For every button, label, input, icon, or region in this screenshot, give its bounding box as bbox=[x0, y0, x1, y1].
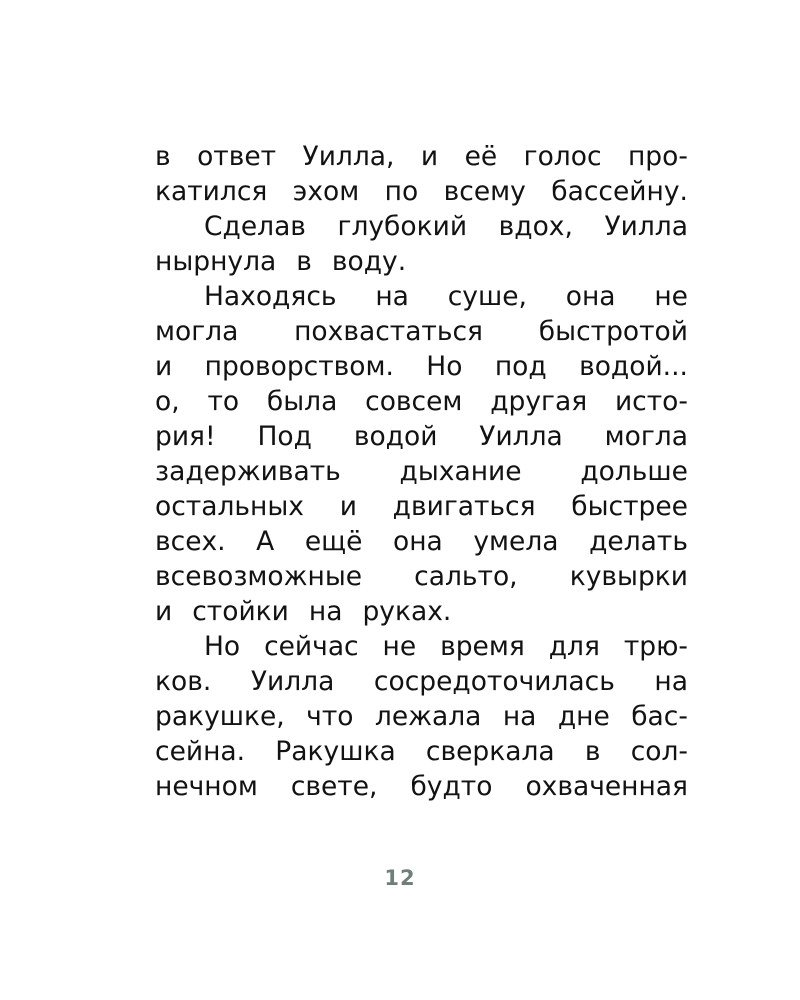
word: глубокий bbox=[337, 211, 468, 242]
word: всех. bbox=[155, 526, 226, 557]
word: о, bbox=[155, 386, 180, 417]
word: Уилла bbox=[604, 211, 688, 242]
page-number: 12 bbox=[384, 866, 416, 890]
word: Ракушка bbox=[275, 736, 396, 767]
word: сейна. bbox=[155, 736, 246, 767]
text-line bbox=[155, 699, 688, 734]
word: не bbox=[382, 631, 417, 662]
text-line bbox=[155, 174, 688, 209]
word: Уилла bbox=[479, 421, 563, 452]
text-line bbox=[155, 524, 688, 559]
word: сверкала bbox=[425, 736, 555, 767]
text-line bbox=[155, 559, 688, 594]
word: эхом bbox=[292, 176, 360, 207]
word: другая bbox=[490, 386, 588, 417]
word: стойки bbox=[192, 596, 289, 627]
word: похвастаться bbox=[294, 316, 483, 347]
word: была bbox=[266, 386, 338, 417]
word: она bbox=[393, 526, 443, 557]
word: водой... bbox=[579, 351, 688, 382]
text-line bbox=[155, 384, 688, 419]
word: ракушке, bbox=[155, 701, 285, 732]
word: делать bbox=[589, 526, 688, 557]
word: вдох, bbox=[498, 211, 573, 242]
word: быстрее bbox=[571, 491, 688, 522]
word: трю- bbox=[623, 631, 688, 662]
word: голос bbox=[523, 141, 602, 172]
word: кувырки bbox=[569, 561, 688, 592]
word: и bbox=[420, 141, 439, 172]
word: охваченная bbox=[525, 771, 688, 802]
word: бас- bbox=[631, 701, 688, 732]
word: и bbox=[155, 351, 173, 382]
word: воду. bbox=[331, 246, 407, 277]
text-line bbox=[155, 734, 688, 769]
word: катился bbox=[155, 176, 268, 207]
word: ков. bbox=[155, 666, 212, 697]
word: нырнула bbox=[155, 246, 277, 277]
word: А bbox=[256, 526, 275, 557]
text-line bbox=[155, 314, 688, 349]
text-line bbox=[155, 664, 688, 699]
word: Сделав bbox=[204, 211, 306, 242]
word: на bbox=[654, 666, 688, 697]
word: исто- bbox=[614, 386, 688, 417]
word: остальных bbox=[155, 491, 304, 522]
word: рия! bbox=[155, 421, 216, 452]
word: Находясь bbox=[204, 281, 337, 312]
word: будто bbox=[410, 771, 493, 802]
text-line bbox=[155, 209, 688, 244]
word: Уилла bbox=[250, 666, 335, 697]
word: Под bbox=[257, 421, 312, 452]
word: Но bbox=[426, 351, 463, 382]
word: для bbox=[548, 631, 600, 662]
text-line bbox=[155, 769, 688, 804]
word: Но bbox=[204, 631, 241, 662]
word: в bbox=[584, 736, 601, 767]
word: свете, bbox=[290, 771, 378, 802]
word: нечном bbox=[155, 771, 258, 802]
word: быстротой bbox=[538, 316, 688, 347]
word: про- bbox=[627, 141, 688, 172]
word: сальто, bbox=[414, 561, 518, 592]
word: что bbox=[306, 701, 354, 732]
text-line bbox=[155, 629, 688, 664]
word: не bbox=[654, 281, 688, 312]
word: в bbox=[296, 246, 312, 277]
word: суше, bbox=[447, 281, 527, 312]
word: могла bbox=[155, 316, 239, 347]
word: задерживать bbox=[155, 456, 341, 487]
word: её bbox=[464, 141, 498, 172]
word: всевозможные bbox=[155, 561, 363, 592]
word: под bbox=[494, 351, 547, 382]
word: всему bbox=[443, 176, 526, 207]
word: сол- bbox=[630, 736, 688, 767]
word: бассейну. bbox=[551, 176, 688, 207]
word: умела bbox=[473, 526, 559, 557]
text-line bbox=[155, 419, 688, 454]
word: дне bbox=[557, 701, 610, 732]
word: руках. bbox=[362, 596, 452, 627]
word: на bbox=[375, 281, 409, 312]
text-line bbox=[155, 244, 688, 279]
text-line bbox=[155, 454, 688, 489]
word: проворством. bbox=[204, 351, 394, 382]
word: двигаться bbox=[392, 491, 536, 522]
word: дольше bbox=[580, 456, 688, 487]
word: в bbox=[155, 141, 171, 172]
word: и bbox=[339, 491, 357, 522]
word: она bbox=[565, 281, 616, 312]
word: совсем bbox=[365, 386, 463, 417]
word: то bbox=[207, 386, 240, 417]
word: сосредоточилась bbox=[373, 666, 615, 697]
text-line bbox=[155, 139, 688, 174]
word: на bbox=[502, 701, 537, 732]
word: могла bbox=[604, 421, 688, 452]
body-text bbox=[155, 139, 688, 804]
text-line bbox=[155, 349, 688, 384]
text-line bbox=[155, 489, 688, 524]
word: ещё bbox=[304, 526, 363, 557]
word: на bbox=[308, 596, 343, 627]
word: сейчас bbox=[264, 631, 359, 662]
word: ответ bbox=[197, 141, 277, 172]
word: время bbox=[440, 631, 525, 662]
word: лежала bbox=[374, 701, 482, 732]
text-line bbox=[155, 594, 688, 629]
word: водой bbox=[353, 421, 438, 452]
word: Уилла, bbox=[302, 141, 395, 172]
word: дыхание bbox=[399, 456, 522, 487]
text-line bbox=[155, 279, 688, 314]
word: и bbox=[155, 596, 173, 627]
word: по bbox=[384, 176, 419, 207]
